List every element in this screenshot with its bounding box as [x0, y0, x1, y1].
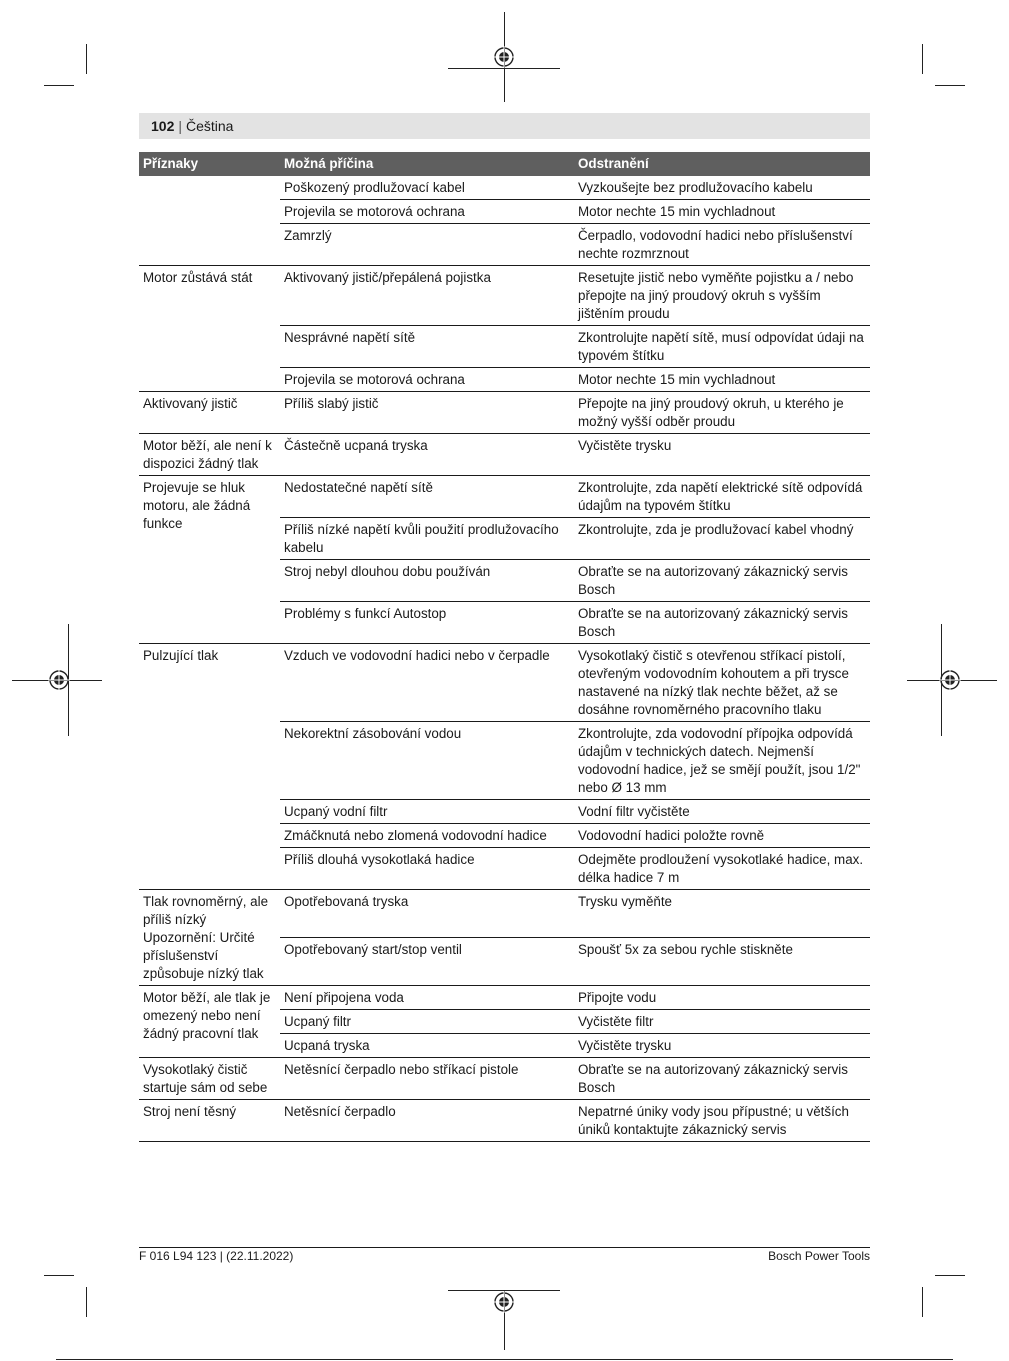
- footer-brand: Bosch Power Tools: [768, 1249, 870, 1263]
- cause-cell: Příliš nízké napětí kvůli použití prodlužovacího kabelu: [280, 518, 574, 560]
- remedy-cell: Motor nechte 15 min vychladnout: [574, 368, 870, 392]
- troubleshooting-table: [139, 152, 870, 1142]
- cause-cell: Vzduch ve vodovodní hadici nebo v čerpadle: [280, 644, 574, 722]
- reg-line: [448, 68, 560, 69]
- registration-mark-icon: [493, 46, 515, 68]
- cause-cell: Ucpaný vodní filtr: [280, 800, 574, 824]
- footer-rule: [139, 1247, 870, 1248]
- cause-cell: Nekorektní zásobování vodou: [280, 722, 574, 800]
- table-body: [139, 176, 870, 1142]
- table-row: [139, 266, 870, 326]
- table-row: [139, 176, 870, 200]
- cause-cell: Projevila se motorová ochrana: [280, 368, 574, 392]
- crop-mark: [86, 1287, 87, 1317]
- remedy-cell: Vodovodní hadici položte rovně: [574, 824, 870, 848]
- remedy-cell: Vysokotlaký čistič s otevřenou stříkací pistolí, otevřeným vodovodním kohoutem a při trysce nastavené na nízký tlak nechte běžet, až se dosáhne rovnoměrného pracovního tlaku: [574, 644, 870, 722]
- cause-cell: Problémy s funkcí Autostop: [280, 602, 574, 644]
- table-header-row: [139, 152, 870, 176]
- cause-cell: Zamrzlý: [280, 224, 574, 266]
- remedy-cell: Resetujte jistič nebo vyměňte pojistku a / nebo přepojte na jiný proudový okruh s vyšším jištěním proudu: [574, 266, 870, 326]
- table-row: [139, 890, 870, 938]
- header-separator: |: [178, 118, 182, 134]
- remedy-cell: Připojte vodu: [574, 986, 870, 1010]
- cause-cell: Příliš dlouhá vysokotlaká hadice: [280, 848, 574, 890]
- cause-cell: Netěsnící čerpadlo nebo stříkací pistole: [280, 1058, 574, 1100]
- remedy-cell: Zkontrolujte, zda vodovodní přípojka odpovídá údajům v technických datech. Nejmenší vodovodní hadice, jež se smějí použít, jsou 1/2" nebo Ø 13 mm: [574, 722, 870, 800]
- crop-mark: [922, 44, 923, 74]
- symptom-cell: Pulzující tlak: [139, 644, 280, 890]
- cause-cell: Opotřebovaný start/stop ventil: [280, 938, 574, 986]
- remedy-cell: Vyzkoušejte bez prodlužovacího kabelu: [574, 176, 870, 200]
- crop-mark: [44, 85, 74, 86]
- table-row: [139, 1058, 870, 1100]
- remedy-cell: Spoušť 5x za sebou rychle stiskněte: [574, 938, 870, 986]
- cause-cell: Netěsnící čerpadlo: [280, 1100, 574, 1142]
- table-row: [139, 392, 870, 434]
- remedy-cell: Motor nechte 15 min vychladnout: [574, 200, 870, 224]
- remedy-cell: Vyčistěte trysku: [574, 1034, 870, 1058]
- cause-cell: Aktivovaný jistič/přepálená pojistka: [280, 266, 574, 326]
- symptom-cell: Vysokotlaký čistič startuje sám od sebe: [139, 1058, 280, 1100]
- crop-mark: [44, 1275, 74, 1276]
- column-header-symptoms: Příznaky: [139, 152, 280, 176]
- remedy-cell: Čerpadlo, vodovodní hadici nebo příslušenství nechte rozmrznout: [574, 224, 870, 266]
- cause-cell: Poškozený prodlužovací kabel: [280, 176, 574, 200]
- page-number: 102: [151, 118, 175, 134]
- cause-cell: Nedostatečné napětí sítě: [280, 476, 574, 518]
- crop-mark: [935, 85, 965, 86]
- crop-mark: [86, 44, 87, 74]
- registration-mark-icon: [48, 669, 70, 691]
- crop-mark: [935, 1275, 965, 1276]
- cause-cell: Není připojena voda: [280, 986, 574, 1010]
- column-header-remedy: Odstranění: [574, 152, 870, 176]
- table-row: [139, 644, 870, 722]
- symptom-cell: Motor zůstává stát: [139, 266, 280, 392]
- symptom-cell: Stroj není těsný: [139, 1100, 280, 1142]
- remedy-cell: Zkontrolujte, zda je prodlužovací kabel vhodný: [574, 518, 870, 560]
- remedy-cell: Odejměte prodloužení vysokotlaké hadice, max. délka hadice 7 m: [574, 848, 870, 890]
- remedy-cell: Vyčistěte trysku: [574, 434, 870, 476]
- cause-cell: Stroj nebyl dlouhou dobu používán: [280, 560, 574, 602]
- symptom-cell: Projevuje se hluk motoru, ale žádná funkce: [139, 476, 280, 644]
- remedy-cell: Vyčistěte filtr: [574, 1010, 870, 1034]
- cause-cell: Ucpaný filtr: [280, 1010, 574, 1034]
- footer-doc-code: F 016 L94 123 | (22.11.2022): [139, 1249, 294, 1263]
- page-language: Čeština: [186, 118, 234, 134]
- table-row: [139, 476, 870, 518]
- remedy-cell: Trysku vyměňte: [574, 890, 870, 938]
- symptom-cell: Aktivovaný jistič: [139, 392, 280, 434]
- cause-cell: Ucpaná tryska: [280, 1034, 574, 1058]
- remedy-cell: Zkontrolujte napětí sítě, musí odpovídat údaji na typovém štítku: [574, 326, 870, 368]
- page-header: [139, 113, 870, 139]
- symptom-cell: Motor běží, ale tlak je omezený nebo není žádný pracovní tlak: [139, 986, 280, 1058]
- remedy-cell: Zkontrolujte, zda napětí elektrické sítě odpovídá údajům na typovém štítku: [574, 476, 870, 518]
- table-row: [139, 986, 870, 1010]
- cause-cell: Zmáčknutá nebo zlomená vodovodní hadice: [280, 824, 574, 848]
- remedy-cell: Obraťte se na autorizovaný zákaznický servis Bosch: [574, 1058, 870, 1100]
- registration-mark-icon: [493, 1291, 515, 1313]
- remedy-cell: Vodní filtr vyčistěte: [574, 800, 870, 824]
- remedy-cell: Přepojte na jiný proudový okruh, u kterého je možný vyšší odběr proudu: [574, 392, 870, 434]
- registration-mark-icon: [939, 669, 961, 691]
- table-row: [139, 434, 870, 476]
- remedy-cell: Nepatrné úniky vody jsou přípustné; u větších úniků kontaktujte zákaznický servis: [574, 1100, 870, 1142]
- symptom-cell: Tlak rovnoměrný, ale příliš nízký Upozornění: Určité příslušenství způsobuje nízký tlak: [139, 890, 280, 986]
- table-row: [139, 1100, 870, 1142]
- crop-mark: [922, 1287, 923, 1317]
- cause-cell: Opotřebovaná tryska: [280, 890, 574, 938]
- symptom-cell: Motor běží, ale není k dispozici žádný tlak: [139, 434, 280, 476]
- symptom-cell: [139, 176, 280, 266]
- cause-cell: Příliš slabý jistič: [280, 392, 574, 434]
- bottom-rule: [56, 1359, 953, 1360]
- remedy-cell: Obraťte se na autorizovaný zákaznický servis Bosch: [574, 560, 870, 602]
- cause-cell: Nesprávné napětí sítě: [280, 326, 574, 368]
- column-header-cause: Možná příčina: [280, 152, 574, 176]
- remedy-cell: Obraťte se na autorizovaný zákaznický servis Bosch: [574, 602, 870, 644]
- cause-cell: Projevila se motorová ochrana: [280, 200, 574, 224]
- cause-cell: Částečně ucpaná tryska: [280, 434, 574, 476]
